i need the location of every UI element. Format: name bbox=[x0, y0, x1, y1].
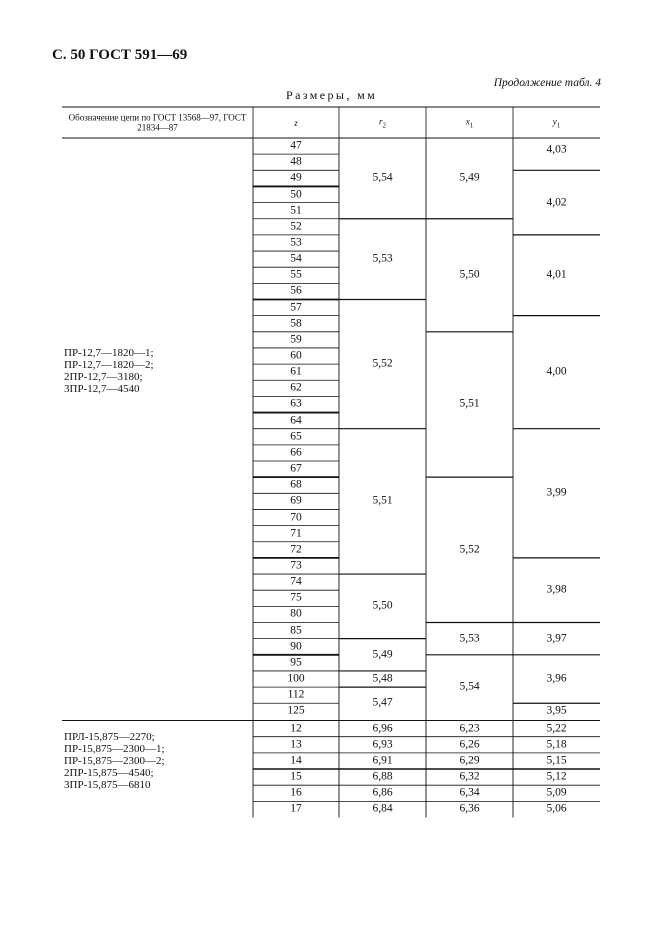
z-value: 52 bbox=[290, 220, 302, 233]
z-value: 62 bbox=[290, 381, 302, 394]
x1-value: 5,49 bbox=[459, 171, 480, 184]
z-value: 54 bbox=[290, 252, 302, 265]
r2-value: 5,52 bbox=[372, 357, 393, 370]
y1-value: 3,98 bbox=[546, 583, 567, 596]
header-r2: $r_2$ bbox=[378, 116, 387, 129]
y1-value: 3,99 bbox=[546, 486, 567, 499]
z-value: 66 bbox=[290, 446, 302, 459]
x1-value: 5,53 bbox=[459, 631, 480, 644]
z-value: 12 bbox=[290, 721, 302, 734]
r2-value: 5,51 bbox=[372, 494, 393, 507]
y1-value: 3,95 bbox=[546, 704, 567, 717]
z-value: 85 bbox=[290, 623, 302, 636]
z-value: 112 bbox=[287, 688, 305, 701]
r2-value: 6,96 bbox=[372, 721, 393, 734]
designation-line: ПР-12,7—1820—1; bbox=[64, 347, 154, 359]
r2-value: 5,47 bbox=[372, 696, 393, 709]
z-value: 60 bbox=[290, 349, 302, 362]
r2-value: 5,49 bbox=[372, 648, 393, 661]
z-value: 61 bbox=[290, 365, 302, 378]
designation-line: 3ПР-12,7—4540 bbox=[64, 383, 140, 395]
z-value: 49 bbox=[290, 171, 302, 184]
y1-value: 5,09 bbox=[546, 786, 567, 799]
designation-line: ПР-12,7—1820—2; bbox=[64, 359, 154, 371]
x1-value: 5,54 bbox=[459, 680, 480, 693]
y1-value: 5,06 bbox=[546, 802, 567, 815]
x1-value: 6,34 bbox=[459, 786, 480, 799]
z-value: 14 bbox=[290, 754, 302, 767]
z-value: 73 bbox=[290, 559, 302, 572]
designation-group-2 bbox=[64, 731, 165, 791]
y1-value: 4,03 bbox=[546, 143, 567, 156]
x1-value: 6,29 bbox=[459, 754, 480, 767]
page-header: С. 50 ГОСТ 591—69 bbox=[52, 47, 188, 63]
header-y1: $y_1$ bbox=[552, 116, 561, 129]
y1-value: 4,01 bbox=[546, 268, 567, 281]
z-value: 58 bbox=[290, 316, 302, 329]
x1-value: 6,36 bbox=[459, 802, 480, 815]
z-value: 74 bbox=[290, 575, 302, 588]
y1-value: 5,15 bbox=[546, 754, 567, 767]
z-value: 69 bbox=[290, 494, 302, 507]
y1-value: 4,02 bbox=[546, 195, 567, 208]
z-value: 72 bbox=[290, 543, 302, 556]
z-value: 80 bbox=[290, 607, 302, 620]
designation-group-1 bbox=[64, 347, 154, 395]
z-value: 59 bbox=[290, 333, 302, 346]
z-value: 75 bbox=[290, 591, 302, 604]
y1-value: 5,22 bbox=[546, 721, 567, 734]
z-value: 17 bbox=[290, 802, 302, 815]
r2-value: 6,93 bbox=[372, 738, 393, 750]
x1-value: 5,50 bbox=[459, 268, 480, 281]
y1-value: 5,12 bbox=[546, 770, 567, 783]
z-value: 67 bbox=[290, 462, 302, 475]
r2-value: 5,54 bbox=[372, 171, 393, 184]
designation-line: ПР-15,875—2300—2; bbox=[64, 755, 165, 767]
z-value: 51 bbox=[290, 203, 302, 216]
x1-value: 6,32 bbox=[459, 770, 480, 783]
z-value: 90 bbox=[290, 639, 302, 652]
z-value: 53 bbox=[290, 236, 302, 249]
z-value: 57 bbox=[290, 300, 302, 313]
z-value: 100 bbox=[287, 672, 305, 685]
r2-value: 6,86 bbox=[372, 786, 393, 799]
z-value: 71 bbox=[290, 526, 302, 539]
designation-line: ПР-15,875—2300—1; bbox=[64, 743, 165, 755]
z-value: 70 bbox=[290, 510, 302, 523]
z-value: 50 bbox=[290, 187, 302, 200]
y1-value: 3,97 bbox=[546, 631, 567, 644]
designation-line: 2ПР-12,7—3180; bbox=[64, 371, 143, 383]
sizes-caption: Размеры, мм bbox=[286, 88, 378, 102]
z-value: 125 bbox=[287, 704, 305, 717]
z-value: 55 bbox=[290, 268, 302, 281]
header-designation: Обозначение цепи по ГОСТ 13568—97, ГОСТ 21834—87 bbox=[68, 112, 247, 133]
y1-value: 5,18 bbox=[546, 738, 567, 750]
designation-line: ПРЛ-15,875—2270; bbox=[64, 731, 155, 743]
z-value: 65 bbox=[290, 430, 302, 443]
z-value: 68 bbox=[290, 478, 302, 491]
r2-value: 5,50 bbox=[372, 599, 393, 612]
r2-value: 6,84 bbox=[372, 802, 393, 815]
r2-value: 6,88 bbox=[372, 770, 393, 783]
r2-value: 5,48 bbox=[372, 672, 393, 685]
y1-value: 3,96 bbox=[546, 672, 567, 685]
z-value: 64 bbox=[290, 413, 302, 426]
z-value: 56 bbox=[290, 284, 302, 297]
x1-value: 6,26 bbox=[459, 738, 480, 750]
x1-value: 5,51 bbox=[459, 397, 480, 410]
z-value: 63 bbox=[290, 397, 302, 410]
y1-value: 4,00 bbox=[546, 365, 567, 378]
designation-line: 2ПР-15,875—4540; bbox=[64, 767, 154, 779]
r2-value: 5,53 bbox=[372, 252, 393, 265]
x1-value: 6,23 bbox=[459, 721, 480, 734]
designation-line: 3ПР-15,875—6810 bbox=[64, 779, 151, 791]
continuation-note: Продолжение табл. 4 bbox=[493, 77, 601, 89]
z-value: 16 bbox=[290, 786, 302, 799]
z-value: 13 bbox=[290, 738, 302, 750]
header-x1: $x_1$ bbox=[465, 116, 474, 129]
x1-value: 5,52 bbox=[459, 543, 480, 556]
r2-value: 6,91 bbox=[372, 754, 393, 767]
z-value: 48 bbox=[290, 155, 302, 168]
z-value: 95 bbox=[290, 656, 302, 669]
header-z: z bbox=[294, 117, 298, 128]
z-value: 47 bbox=[290, 139, 302, 152]
z-value: 15 bbox=[290, 770, 302, 783]
